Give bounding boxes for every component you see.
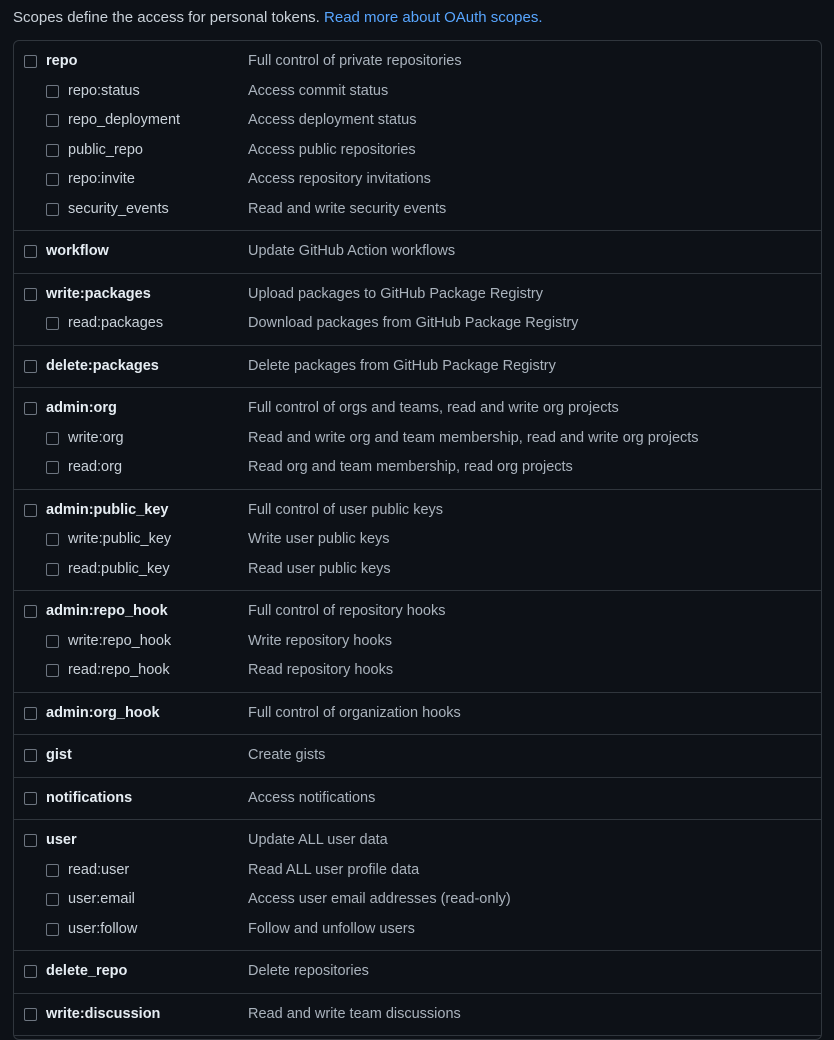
scope-description: Read and write security events bbox=[248, 200, 447, 217]
scope-description: Upload packages to GitHub Package Registry bbox=[248, 285, 543, 302]
scope-name[interactable]: repo_deployment bbox=[68, 112, 181, 128]
scope-name[interactable]: write:repo_hook bbox=[68, 632, 172, 649]
scope-checkbox-admin-repo-hook[interactable] bbox=[24, 605, 37, 618]
scope-checkbox-workflow[interactable] bbox=[24, 245, 37, 258]
scope-row-gist bbox=[14, 741, 821, 771]
scope-group-delete-packages bbox=[14, 346, 821, 389]
scope-name[interactable]: repo bbox=[46, 53, 78, 69]
scope-description: Full control of organization hooks bbox=[248, 704, 461, 721]
scope-description: Full control of private repositories bbox=[248, 53, 462, 69]
scope-name[interactable]: admin:repo_hook bbox=[46, 603, 168, 619]
subscope-row-repo-deployment bbox=[14, 106, 821, 136]
scope-description: Delete repositories bbox=[248, 963, 369, 979]
scope-name[interactable]: admin:org bbox=[46, 400, 117, 416]
scope-checkbox-write-repo-hook[interactable] bbox=[46, 635, 59, 648]
scope-name[interactable]: read:repo_hook bbox=[68, 662, 170, 678]
scope-checkbox-write-org[interactable] bbox=[46, 432, 59, 445]
scope-name[interactable]: delete_repo bbox=[46, 963, 128, 979]
scope-group-gist bbox=[14, 735, 821, 778]
scope-description: Create gists bbox=[248, 747, 326, 763]
scope-checkbox-user-follow[interactable] bbox=[46, 923, 59, 936]
scope-row-delete-packages bbox=[14, 352, 821, 382]
scope-checkbox-public-repo[interactable] bbox=[46, 144, 59, 157]
scope-name[interactable]: write:public_key bbox=[68, 531, 172, 547]
scope-description: Full control of repository hooks bbox=[248, 603, 446, 619]
scope-group-repo bbox=[14, 41, 821, 231]
scopes-intro bbox=[13, 8, 543, 28]
scope-checkbox-notifications[interactable] bbox=[24, 792, 37, 805]
oauth-scopes-link[interactable]: Read more about OAuth scopes. bbox=[324, 9, 543, 26]
scope-group-delete-repo bbox=[14, 951, 821, 994]
scope-row-admin-public-key bbox=[14, 496, 821, 526]
scope-description: Access notifications bbox=[248, 789, 376, 806]
scope-description: Read and write team discussions bbox=[248, 1005, 461, 1022]
scope-row-repo bbox=[14, 47, 821, 77]
scope-name[interactable]: admin:public_key bbox=[46, 501, 169, 518]
scope-description: Download packages from GitHub Package Registry bbox=[248, 315, 579, 331]
scope-description: Follow and unfollow users bbox=[248, 920, 415, 937]
subscope-row-security-events bbox=[14, 195, 821, 225]
scope-row-write-discussion bbox=[14, 1000, 821, 1030]
scope-checkbox-admin-org[interactable] bbox=[24, 402, 37, 415]
scope-checkbox-repo-deployment[interactable] bbox=[46, 114, 59, 127]
scope-row-admin-org-hook bbox=[14, 699, 821, 729]
scope-name[interactable]: security_events bbox=[68, 200, 169, 217]
scope-row-user bbox=[14, 826, 821, 856]
scope-description: Access user email addresses (read-only) bbox=[248, 891, 511, 907]
scope-description: Read org and team membership, read org projects bbox=[248, 459, 573, 475]
scope-group-user bbox=[14, 820, 821, 951]
scope-checkbox-delete-packages[interactable] bbox=[24, 360, 37, 373]
scope-checkbox-user-email[interactable] bbox=[46, 893, 59, 906]
scope-group-admin-org bbox=[14, 388, 821, 490]
scope-description: Read and write org and team membership, read and write org projects bbox=[248, 429, 699, 446]
scope-checkbox-repo-status[interactable] bbox=[46, 85, 59, 98]
scope-description: Read user public keys bbox=[248, 560, 391, 577]
scope-group-admin-org-hook bbox=[14, 693, 821, 736]
scope-checkbox-repo-invite[interactable] bbox=[46, 173, 59, 186]
scope-name[interactable]: read:org bbox=[68, 459, 123, 475]
scope-checkbox-user[interactable] bbox=[24, 834, 37, 847]
subscope-row-repo-status bbox=[14, 77, 821, 107]
scope-checkbox-read-packages[interactable] bbox=[46, 317, 59, 330]
scope-name[interactable]: public_repo bbox=[68, 141, 143, 158]
scope-group-notifications bbox=[14, 778, 821, 821]
scope-description: Full control of orgs and teams, read and write org projects bbox=[248, 400, 619, 416]
scope-row-write-packages bbox=[14, 280, 821, 310]
scope-description: Write user public keys bbox=[248, 531, 390, 547]
scope-row-notifications bbox=[14, 784, 821, 814]
scope-group-admin-repo-hook bbox=[14, 591, 821, 693]
scope-checkbox-admin-org-hook[interactable] bbox=[24, 707, 37, 720]
subscope-row-user-follow bbox=[14, 915, 821, 945]
scope-name[interactable]: write:discussion bbox=[46, 1005, 161, 1022]
scope-group-write-discussion bbox=[14, 994, 821, 1037]
subscope-row-repo-invite bbox=[14, 165, 821, 195]
scope-name[interactable]: read:packages bbox=[68, 315, 164, 331]
scope-checkbox-read-org[interactable] bbox=[46, 461, 59, 474]
subscope-row-public-repo bbox=[14, 136, 821, 166]
scope-row-admin-org bbox=[14, 394, 821, 424]
scope-checkbox-read-public-key[interactable] bbox=[46, 563, 59, 576]
scope-name[interactable]: read:public_key bbox=[68, 560, 170, 577]
scope-name[interactable]: gist bbox=[46, 747, 72, 763]
subscope-row-read-org bbox=[14, 453, 821, 483]
scope-description: Full control of user public keys bbox=[248, 501, 444, 518]
scope-name[interactable]: admin:org_hook bbox=[46, 704, 160, 721]
scope-checkbox-write-public-key[interactable] bbox=[46, 533, 59, 546]
scope-checkbox-delete-repo[interactable] bbox=[24, 965, 37, 978]
scope-group-write-packages bbox=[14, 274, 821, 346]
scope-name[interactable]: write:packages bbox=[46, 285, 151, 302]
subscope-row-user-email bbox=[14, 885, 821, 915]
scope-description: Access deployment status bbox=[248, 112, 417, 128]
scopes-list bbox=[13, 40, 822, 1040]
scope-description: Read ALL user profile data bbox=[248, 861, 420, 878]
scope-name[interactable]: write:org bbox=[68, 429, 124, 446]
scope-row-delete-repo bbox=[14, 957, 821, 987]
scope-checkbox-read-user[interactable] bbox=[46, 864, 59, 877]
scope-description: Update ALL user data bbox=[248, 832, 388, 848]
scope-name[interactable]: user bbox=[46, 832, 77, 848]
scope-checkbox-gist[interactable] bbox=[24, 749, 37, 762]
scopes-intro-text: Scopes define the access for personal tokens. bbox=[13, 9, 320, 26]
scope-name[interactable]: user:email bbox=[68, 891, 135, 907]
scope-checkbox-write-discussion[interactable] bbox=[24, 1008, 37, 1021]
subscope-row-write-public-key bbox=[14, 525, 821, 555]
subscope-row-read-user bbox=[14, 856, 821, 886]
scope-description: Access repository invitations bbox=[248, 171, 431, 187]
scope-description: Read repository hooks bbox=[248, 662, 394, 678]
subscope-row-read-public-key bbox=[14, 555, 821, 585]
scope-checkbox-write-packages[interactable] bbox=[24, 288, 37, 301]
subscope-row-read-repo-hook bbox=[14, 656, 821, 686]
scope-description: Delete packages from GitHub Package Registry bbox=[248, 357, 556, 374]
scope-checkbox-read-repo-hook[interactable] bbox=[46, 664, 59, 677]
scope-row-workflow bbox=[14, 237, 821, 267]
scope-name[interactable]: read:user bbox=[68, 861, 130, 878]
scope-row-admin-repo-hook bbox=[14, 597, 821, 627]
subscope-row-read-packages bbox=[14, 309, 821, 339]
scope-group-workflow bbox=[14, 231, 821, 274]
scope-checkbox-admin-public-key[interactable] bbox=[24, 504, 37, 517]
scope-description: Access public repositories bbox=[248, 141, 416, 158]
subscope-row-write-repo-hook bbox=[14, 627, 821, 657]
scope-description: Access commit status bbox=[248, 82, 389, 99]
scope-name[interactable]: workflow bbox=[46, 243, 109, 259]
subscope-row-write-org bbox=[14, 424, 821, 454]
scope-name[interactable]: repo:status bbox=[68, 82, 140, 99]
scope-name[interactable]: user:follow bbox=[68, 920, 138, 937]
scope-checkbox-repo[interactable] bbox=[24, 55, 37, 68]
scope-name[interactable]: delete:packages bbox=[46, 357, 159, 374]
scope-name[interactable]: repo:invite bbox=[68, 171, 135, 187]
scope-description: Update GitHub Action workflows bbox=[248, 243, 456, 259]
scope-description: Write repository hooks bbox=[248, 632, 392, 649]
scope-name[interactable]: notifications bbox=[46, 789, 133, 806]
scope-checkbox-security-events[interactable] bbox=[46, 203, 59, 216]
scope-group-admin-public-key bbox=[14, 490, 821, 592]
